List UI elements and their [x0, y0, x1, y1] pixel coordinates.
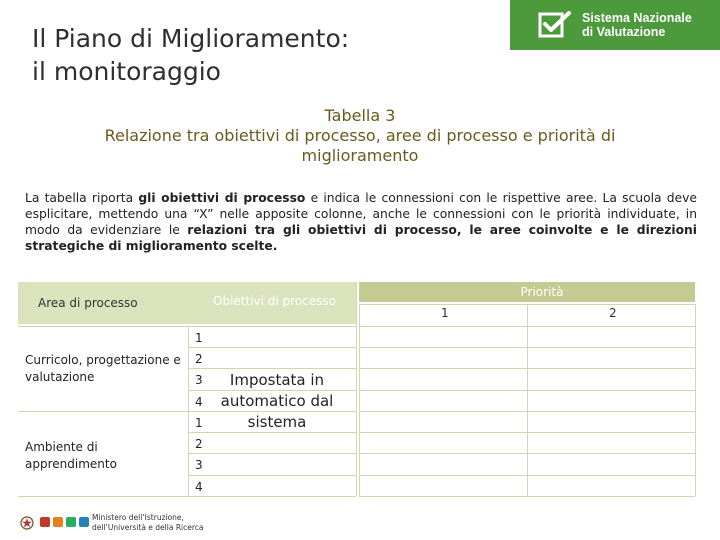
- logo-line-2: di Valutazione: [582, 25, 666, 39]
- col-header-obiettivi: Obiettivi di processo: [213, 294, 336, 308]
- row-number: 2: [195, 352, 203, 366]
- col-header-area: Area di processo: [38, 296, 138, 310]
- row-number: 4: [195, 480, 203, 494]
- logo-text: [582, 11, 692, 39]
- title-line-2: il monitoraggio: [32, 57, 221, 86]
- footer-line-2: dell’Università e della Ricerca: [92, 523, 204, 532]
- check-box-icon: [538, 11, 572, 39]
- page-title: [32, 22, 349, 88]
- area-label-ambiente: Ambiente di apprendimento: [25, 440, 117, 471]
- table-heading: [0, 106, 720, 166]
- row-number: 4: [195, 395, 203, 409]
- row-number: 1: [195, 331, 203, 345]
- col-header-prio-1: 1: [441, 306, 449, 320]
- republic-emblem-icon: [20, 515, 34, 531]
- table-label: Tabella 3: [324, 106, 396, 125]
- row-number: 3: [195, 373, 203, 387]
- col-header-priorita: Priorità: [520, 285, 564, 299]
- row-number: 1: [195, 416, 203, 430]
- snv-logo: [510, 0, 720, 50]
- intro-bold-2: relazioni tra gli obiettivi di processo, le aree coinvolte e le direzioni strategiche di miglioramento scelte.: [25, 223, 697, 253]
- pon-logos: [40, 517, 89, 527]
- footer-line-1: Ministero dell’Istruzione,: [92, 513, 184, 522]
- area-label-curricolo: Curricolo, progettazione e valutazione: [25, 353, 181, 384]
- intro-text-2: e indica le connessioni con le rispettive aree. La scuola deve esplicitare, mettendo una “X” nelle apposite colonne, anche le connessioni con le priorità individuate, in modo da evidenziare le: [25, 191, 697, 237]
- intro-paragraph: [25, 190, 697, 254]
- auto-set-note: Impostata in automatico dal sistema: [220, 371, 334, 431]
- intro-bold-1: gli obiettivi di processo: [138, 191, 306, 205]
- intro-text-1: La tabella riporta: [25, 191, 139, 205]
- row-number: 2: [195, 437, 203, 451]
- table-subtitle: Relazione tra obiettivi di processo, aree di processo e priorità di miglioramento: [104, 126, 616, 165]
- title-line-1: Il Piano di Miglioramento:: [32, 24, 350, 53]
- footer-ministry: [92, 513, 204, 533]
- row-number: 3: [195, 458, 203, 472]
- col-header-prio-2: 2: [609, 306, 617, 320]
- logo-line-1: Sistema Nazionale: [582, 11, 692, 25]
